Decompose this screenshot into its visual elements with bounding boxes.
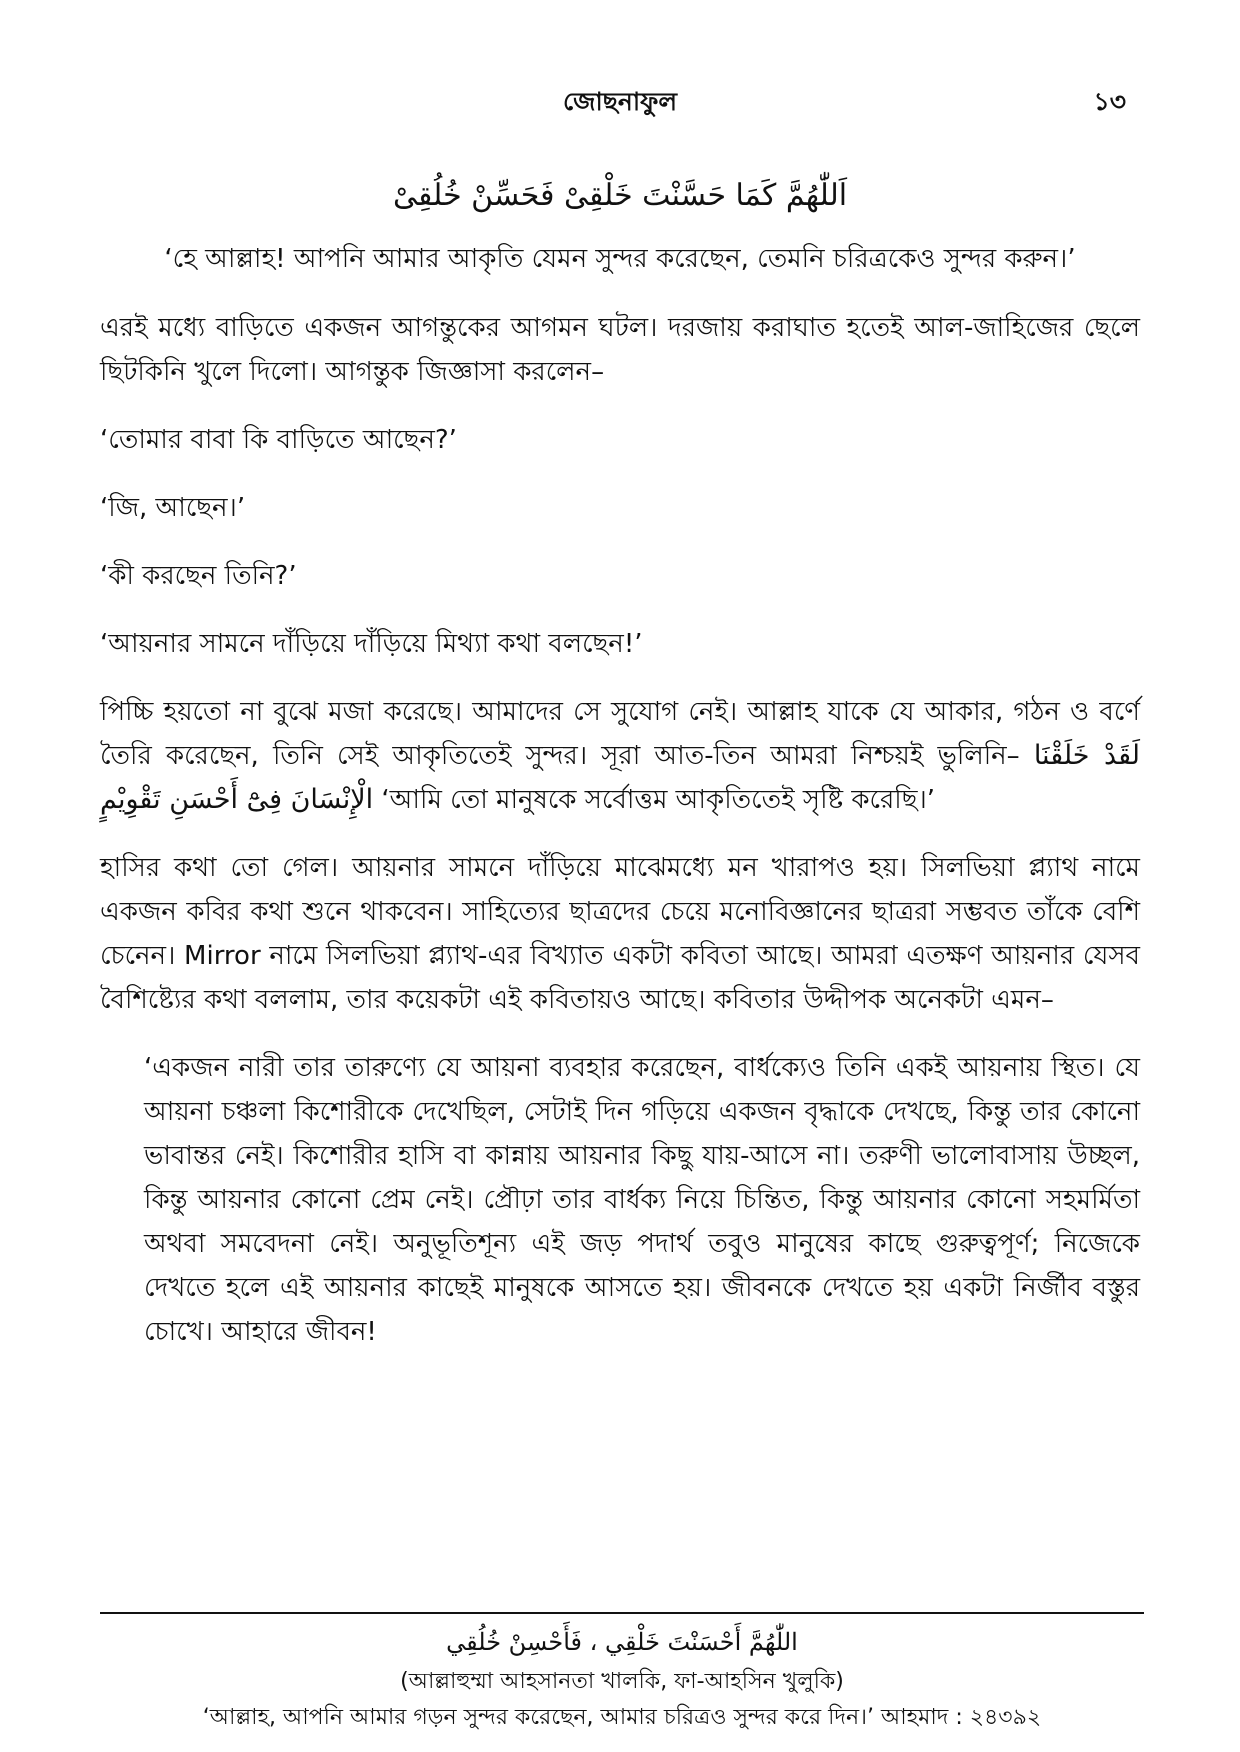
page-header bbox=[100, 82, 1140, 122]
quran-verse-meaning: ‘আমি তো মানুষকে সর্বোত্তম আকৃতিতেই সৃষ্টি করেছি।’ bbox=[381, 785, 936, 815]
body-text bbox=[100, 306, 1140, 1354]
paragraph-surah-tin-text: পিচ্চি হয়তো না বুঝে মজা করেছে। আমাদের সে সুযোগ নেই। আল্লাহ যাকে যে আকার, গঠন ও বর্ণে তৈরি করেছেন, তিনি সেই আকৃতিতেই সুন্দর। সূরা আত-তিন আমরা নিশ্চয়ই ভুলিনি– bbox=[100, 697, 1140, 771]
dialogue-answer-yes: ‘জি, আছেন।’ bbox=[100, 493, 246, 523]
dua-translation: ‘হে আল্লাহ! আপনি আমার আকৃতি যেমন সুন্দর করেছেন, তেমনি চরিত্রকেও সুন্দর করুন।’ bbox=[164, 244, 1076, 274]
dialogue-answer-mirror: ‘আয়নার সামনে দাঁড়িয়ে দাঁড়িয়ে মিথ্যা কথা বলছেন!’ bbox=[100, 629, 643, 659]
footnote-meaning: ‘আল্লাহ, আপনি আমার গড়ন সুন্দর করেছেন, আমার চরিত্রও সুন্দর করে দিন।’ আহমাদ : ২৪৩৯২ bbox=[202, 1705, 1042, 1730]
paragraph-sylvia-plath: হাসির কথা তো গেল। আয়নার সামনে দাঁড়িয়ে মাঝেমধ্যে মন খারাপও হয়। সিলভিয়া প্ল্যাথ নামে একজন কবির কথা শুনে থাকবেন। সাহিত্যের ছাত্রদের চেয়ে মনোবিজ্ঞানের ছাত্ররা সম্ভবত তাঁকে বেশি চেনেন। Mirror নামে সিলভিয়া প্ল্যাথ-এর বিখ্যাত একটা কবিতা আছে। আমরা এতক্ষণ আয়নার যেসব বৈশিষ্ট্যের কথা বললাম, তার কয়েকটা এই কবিতায়ও আছে। কবিতার উদ্দীপক অনেকটা এমন– bbox=[100, 853, 1140, 1015]
page-number: ১৩ bbox=[1093, 87, 1126, 116]
footnote-transliteration: (আল্লাহুম্মা আহসানতা খালকি, ফা-আহসিন খুলুকি) bbox=[400, 1669, 844, 1694]
paragraph-surah-tin bbox=[100, 690, 1140, 822]
dialogue-question-doing: ‘কী করছেন তিনি?’ bbox=[100, 561, 297, 591]
paragraph-visitor: এরই মধ্যে বাড়িতে একজন আগন্তুকের আগমন ঘটল। দরজায় করাঘাত হতেই আল-জাহিজের ছেলে ছিটকিনি খুলে দিলো। আগন্তুক জিজ্ঞাসা করলেন– bbox=[100, 313, 1140, 387]
footnote-arabic: اللّٰهُمَّ أَحْسَنْتَ خَلْقِي ، فَأَحْسِنْ خُلُقِي bbox=[446, 1628, 798, 1656]
dua-arabic-text: اَللّٰهُمَّ كَمَا حَسَّنْتَ خَلْقِىْ فَحَسِّنْ خُلُقِىْ bbox=[392, 178, 848, 213]
footnote-divider bbox=[100, 1612, 1144, 1614]
running-title: জোছনাফুল bbox=[563, 87, 677, 116]
quran-verse-arabic: لَقَدْ خَلَقْنَا الْإِنْسَانَ فِىْٓ أَحْسَنِ تَقْوِيْمٍ bbox=[100, 740, 1141, 815]
mirror-poem-quote: ‘একজন নারী তার তারুণ্যে যে আয়না ব্যবহার করেছেন, বার্ধক্যেও তিনি একই আয়নায় স্থিত। যে আয়না চঞ্চলা কিশোরীকে দেখেছিল, সেটাই দিন গড়িয়ে একজন বৃদ্ধাকে দেখছে, কিন্তু তার কোনো ভাবান্তর নেই। কিশোরীর হাসি বা কান্নায় আয়নার কিছু যায়-আসে না। তরুণী ভালোবাসায় উচ্ছল, কিন্তু আয়নার কোনো প্রেম নেই। প্রৌঢ়া তার বার্ধক্য নিয়ে চিন্তিত, কিন্তু আয়নার কোনো সহমর্মিতা অথবা সমবেদনা নেই। অনুভূতিশূন্য এই জড় পদার্থ তবুও মানুষের কাছে গুরুত্বপূর্ণ; নিজেকে দেখতে হলে এই আয়নার কাছেই মানুষকে আসতে হয়। জীবনকে দেখতে হয় একটা নির্জীব বস্তুর চোখে। আহারে জীবন! bbox=[144, 1053, 1140, 1347]
dialogue-question-father: ‘তোমার বাবা কি বাড়িতে আছেন?’ bbox=[100, 425, 457, 455]
